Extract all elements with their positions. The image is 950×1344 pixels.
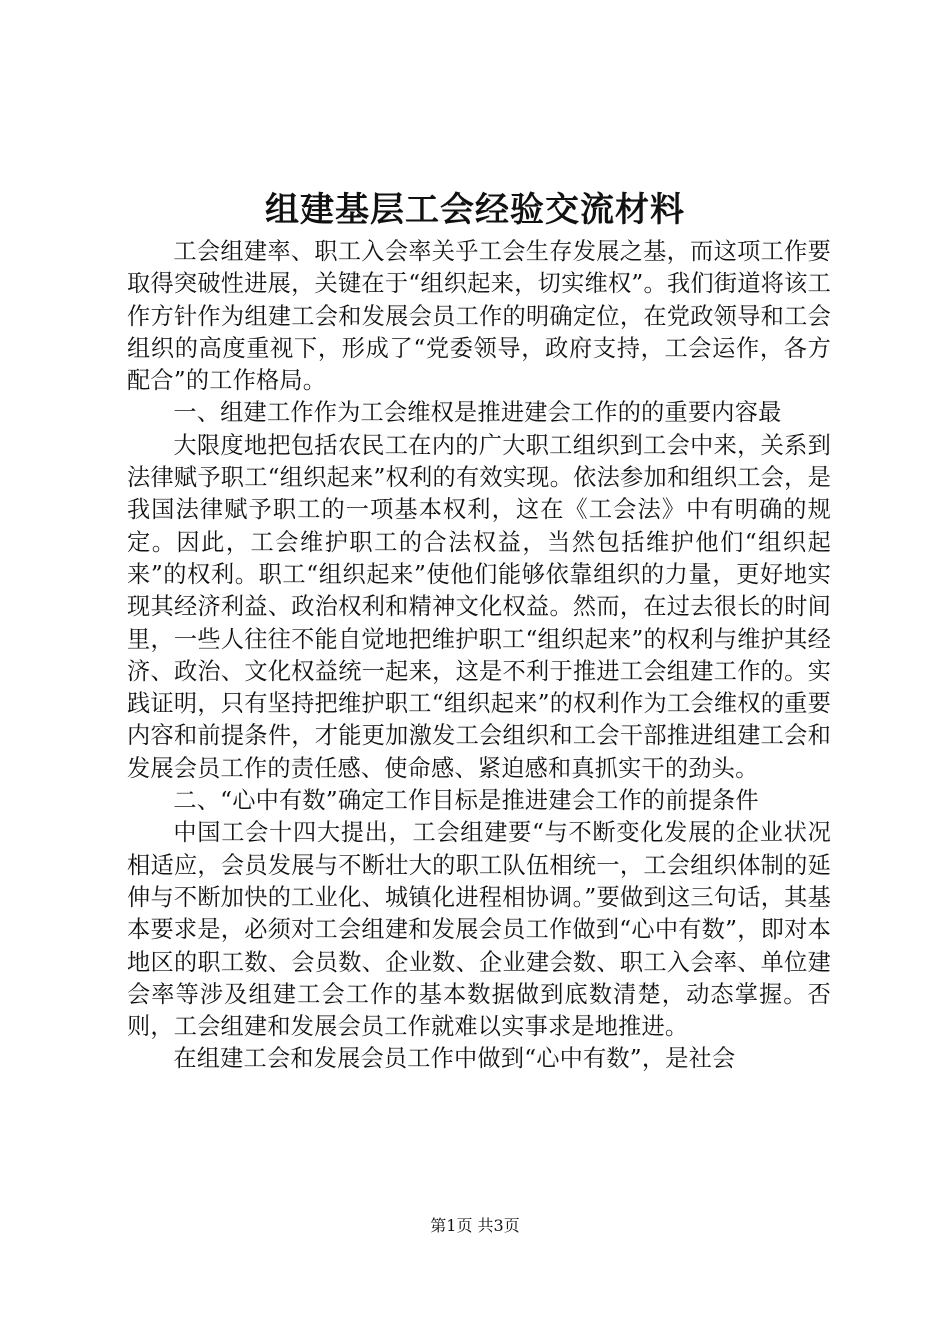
paragraph-section-2-continued: 在组建工会和发展会员工作中做到“心中有数”，是社会 <box>173 1045 736 1073</box>
paragraph-section-2: 中国工会十四大提出，工会组建要“与不断变化发展的企业状况相适应，会员发展与不断壮大的职工队伍相统一，工会组织体制的延伸与不断加快的工业化、城镇化进程相协调。”要做到这三句话，其基本要求是，必须对工会组建和发展会员工作做到“心中有数”，即对本地区的职工数、会员数、企业数、企业建会数、职工入会率、单位建会率等涉及组建工会工作的基本数据做到底数清楚，动态掌握。否则，工会组建和发展会员工作就难以实事求是地推进。 <box>127 819 831 1041</box>
paragraph-section-1: 大限度地把包括农民工在内的广大职工组织到工会中来，关系到法律赋予职工“组织起来”权利的有效实现。依法参加和组织工会，是我国法律赋予职工的一项基本权利，这在《工会法》中有明确的规定。因此，工会维护职工的合法权益，当然包括维护他们“组织起来”的权利。职工“组织起来”使他们能够依靠组织的力量，更好地实现其经济利益、政治权利和精神文化权益。然而，在过去很长的时间里，一些人往往不能自觉地把维护职工“组织起来”的权利与维护其经济、政治、文化权益统一起来，这是不利于推进工会组建工作的。实践证明，只有坚持把维护职工“组织起来”的权利作为工会维权的重要内容和前提条件，才能更加激发工会组织和工会干部推进组建工会和发展会员工作的责任感、使命感、紧迫感和真抓实干的劲头。 <box>127 431 831 782</box>
page-footer: 第1页 共3页 <box>430 1216 520 1235</box>
paragraph-intro: 工会组建率、职工入会率关乎工会生存发展之基，而这项工作要取得突破性进展，关键在于“组织起来，切实维权”。我们街道将该工作方针作为组建工会和发展会员工作的明确定位，在党政领导和工会组织的高度重视下，形成了“党委领导，政府支持，工会运作，各方配合”的工作格局。 <box>127 238 831 395</box>
document-title: 组建基层工会经验交流材料 <box>265 190 685 230</box>
section-heading-1: 一、组建工作作为工会维权是推进建会工作的的重要内容最 <box>173 399 782 427</box>
section-heading-2: 二、“心中有数”确定工作目标是推进建会工作的前提条件 <box>173 787 759 815</box>
document-body <box>127 236 831 1076</box>
